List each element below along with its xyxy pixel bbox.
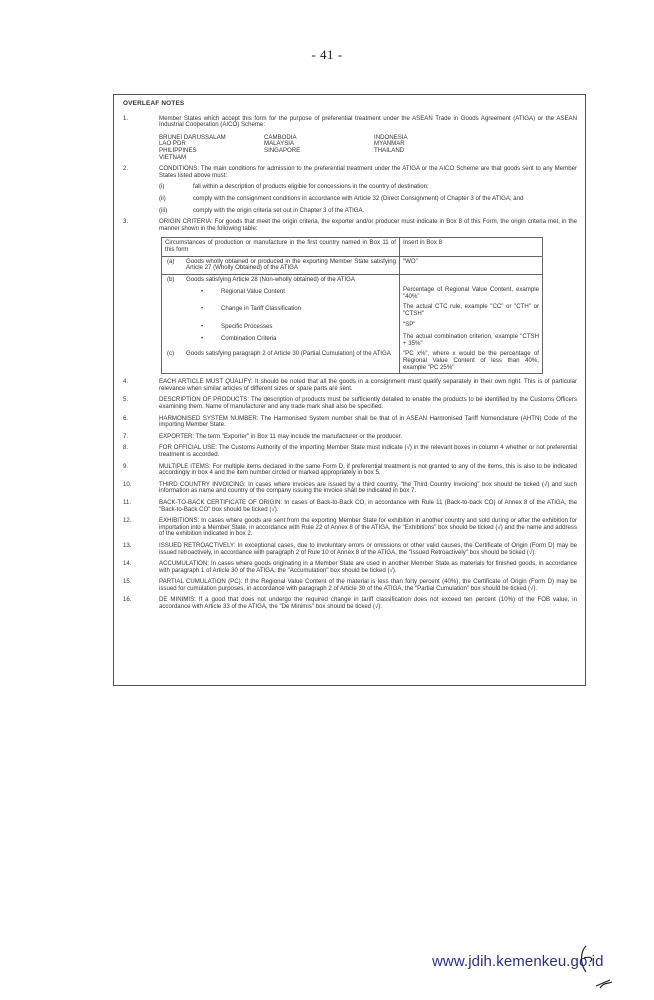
note-text: PARTIAL CUMULATION (PC): If the Regional Value Content of the material is less than forty percent (40%), the Certificate of Origin (Form D) may be issued for cumulation purposes, in accordance with paragraph 2 of Article 30 of the ATIGA, the "Partial Cumulation" box should be ticked (√). — [159, 578, 577, 592]
table-row — [162, 302, 543, 319]
bullet-icon: • — [201, 322, 204, 330]
note-text: EXHIBITIONS: In cases where goods are sent from the exporting Member State for exhibition in another country and sold during or after the exhibition for importation into a Member State, in accordance with Rule 22 of Annex 8 of the ATIGA, the "Exhibitions" box should be ticked (√) and the name and address of the exhibition indicated in box 2. — [159, 517, 577, 538]
table-row — [162, 320, 543, 333]
note-3 — [123, 219, 577, 374]
note-9 — [123, 464, 577, 477]
note-2 — [123, 166, 577, 214]
box8-value-cell: Percentage of Regional Value Content, example "40%" — [403, 286, 539, 300]
page-number: - 41 - — [311, 47, 343, 62]
criterion-cell — [162, 274, 400, 285]
condition-item — [159, 184, 577, 191]
country: CAMBODIA — [264, 133, 297, 141]
note-number: 6. — [123, 414, 129, 422]
condition-item — [159, 208, 577, 215]
country: MALAYSIA — [264, 140, 295, 148]
note-text: HARMONISED SYSTEM NUMBER: The Harmonised System number shall be that of in ASEAN Harmonised Tariff Nomenclature (AHTN) Code of the importing Member State. — [159, 414, 577, 429]
note-text: ISSUED RETROACTIVELY: In exceptional cases, due to involuntary errors or omissions or other valid causes, the Certificate of Origin (Form D) may be issued retroactively, in accordance with paragraph 2 of Rule 10 of Annex 8 of the ATIGA, the "Issued Retroactively" box should be ticked (√). — [159, 541, 577, 556]
criterion-text: Goods wholly obtained or produced in the exporting Member State satisfying Article 27 (Wholly Obtained) of the ATIGA — [186, 257, 396, 272]
note-number: 5. — [123, 396, 129, 404]
note-number: 4. — [123, 378, 129, 386]
note-text: EACH ARTICLE MUST QUALIFY: It should be noted that all the goods in a consignment must qualify separately in their own right. This is of particular relevance when similar articles of different sizes or spare parts are sent. — [159, 378, 577, 392]
table-row — [162, 256, 543, 274]
criterion-text: Goods satisfying Article 28 (Non-wholly obtained) of the ATIGA — [186, 275, 355, 283]
bullet-icon: • — [201, 305, 204, 313]
notes-title: OVERLEAF NOTES — [123, 100, 185, 107]
note-number: 13. — [123, 541, 132, 549]
note-number: 2. — [123, 165, 129, 173]
note-text: Member States which accept this form for the purpose of preferential treatment under the ASEAN Trade in Goods Agreement (ATIGA) or the ASEAN Industrial Cooperation (AICO) Scheme: — [159, 114, 577, 129]
note-number: 12. — [123, 517, 132, 525]
note-text: BACK-TO-BACK CERTIFICATE OF ORIGIN: In cases of Back-to-Back CO, in accordance with Rule 11 (Back-to-back CO) of Annex 8 of the ATIGA, the "Back-to-Back CO" box should be ticked (√). — [159, 498, 577, 513]
bullet-label: Regional Value Content — [221, 288, 285, 296]
note-8 — [123, 445, 577, 458]
condition-number: (i) — [159, 183, 165, 191]
criterion-letter: (c) — [167, 350, 175, 358]
note-11 — [123, 500, 577, 513]
condition-number: (iii) — [159, 206, 168, 214]
box8-value-cell: The actual CTC rule, example "CC" or "CTH" or "CTSH" — [403, 303, 539, 318]
note-12 — [123, 518, 577, 538]
country: INDONESIA — [374, 133, 408, 141]
note-text: DESCRIPTION OF PRODUCTS: The description of products must be sufficiently detailed to enable the products to be identified by the Customs Officers examining them. Name of manufacturer and any trade mark shall also be specified. — [159, 396, 577, 410]
note-6 — [123, 416, 577, 429]
table-row — [162, 332, 543, 349]
note-10 — [123, 482, 577, 495]
note-number: 3. — [123, 218, 129, 226]
table-row — [162, 285, 543, 302]
overleaf-notes-box — [113, 94, 586, 686]
handwritten-initial-mark — [574, 942, 614, 992]
note-body — [159, 166, 577, 214]
note-number: 11. — [123, 498, 132, 506]
note-text: EXPORTER: The term "Exporter" in Box 11 may include the manufacturer or the producer. — [159, 432, 403, 440]
note-text: THIRD COUNTRY INVOICING: In cases where invoices are issued by a third country, "the Third Country Invoicing" box should be ticked (√) and such information as name and country of the company issuing the invoice shall be indicated in box 7. — [159, 480, 577, 495]
country: PHILIPPINES — [159, 146, 197, 154]
box8-value-cell: "WO" — [403, 257, 418, 265]
country: LAO PDR — [159, 140, 186, 148]
note-text: FOR OFFICIAL USE: The Customs Authority of the importing Member State must indicate (√) in the relevant boxes in column 4 whether or not preferential treatment is accorded. — [159, 444, 577, 458]
note-text: ACCUMULATION: In cases where goods originating in a Member State are used in another Member State as materials for finished goods, in accordance with paragraph 1 of Article 30 of the ATIGA, the "Accumulation" box should be ticked (√). — [159, 560, 577, 574]
country: SINGAPORE — [264, 146, 301, 154]
note-number: 16. — [123, 596, 132, 604]
note-14 — [123, 561, 577, 574]
condition-number: (ii) — [159, 194, 166, 202]
criterion-cell — [162, 256, 400, 274]
note-number: 7. — [123, 432, 129, 440]
country: VIETNAM — [159, 153, 187, 161]
bullet-icon: • — [201, 335, 204, 343]
table-header-row — [162, 238, 543, 256]
note-body — [159, 116, 577, 162]
condition-text: comply with the origin criteria set out in Chapter 3 of the ATIGA. — [193, 206, 365, 214]
note-text: MULTIPLE ITEMS: For multiple items declared in the same Form D, if preferential treatment is not granted to any of the items, this is also to be indicated accordingly in box 4 and the item number circled or marked appropriately in box 5. — [159, 462, 577, 477]
note-number: 8. — [123, 444, 129, 452]
note-5 — [123, 397, 577, 410]
table-row — [162, 274, 543, 285]
note-text: ORIGIN CRITERIA: For goods that meet the origin criteria, the exporter and/or producer must indicate in Box 8 of this Form, the origin criteria met, in the manner shown in the following table: — [159, 218, 577, 232]
country: THAILAND — [374, 146, 405, 154]
note-number: 1. — [123, 114, 129, 122]
note-number: 14. — [123, 560, 132, 568]
note-16 — [123, 597, 577, 610]
header-left-cell: Circumstances of production or manufacture in the first country named in Box 11 of this form — [162, 238, 400, 256]
note-1 — [123, 116, 577, 162]
condition-text: fall within a description of products eligible for concessions in the country of destination; — [193, 183, 429, 191]
note-body — [159, 219, 577, 374]
note-13 — [123, 543, 577, 556]
bullet-icon: • — [201, 288, 204, 296]
footer-url-link[interactable]: www.jdih.kemenkeu.go.id — [432, 953, 604, 970]
box8-value-cell: "PC x%", where x would be the percentage of Regional Value Content of less than 40%, example "PC 25%" — [403, 350, 539, 371]
bullet-label: Combination Criteria — [221, 335, 277, 343]
bullet-label: Specific Processes — [221, 322, 273, 330]
note-text: DE MINIMIS: If a good that does not undergo the required change in tariff classification does not exceed ten percent (10%) of the FOB value, in accordance with Article 33 of the ATIGA, the "De Minimis" box should be ticked (√). — [159, 596, 577, 611]
criterion-letter: (b) — [167, 275, 175, 283]
note-text: CONDITIONS: The main conditions for admission to the preferential treatment under the ATIGA or the AICO Scheme are that goods sent to any Member States listed above must: — [159, 165, 577, 179]
bullet-label: Change in Tariff Classification — [221, 305, 302, 313]
note-number: 9. — [123, 462, 129, 470]
note-7 — [123, 434, 577, 441]
header-right-cell: Insert in Box 8 — [400, 238, 543, 256]
criterion-cell — [162, 349, 400, 373]
note-number: 10. — [123, 480, 132, 488]
table-row — [162, 349, 543, 373]
box8-value-cell: The actual combination criterion, example "CTSH + 35%" — [403, 333, 539, 347]
condition-item — [159, 196, 577, 203]
country: MYANMAR — [374, 140, 405, 148]
country-list — [159, 135, 577, 161]
note-4 — [123, 379, 577, 392]
note-number: 15. — [123, 578, 132, 586]
criterion-text: Goods satisfying paragraph 2 of Article 30 (Partial Cumulation) of the ATIGA — [186, 350, 391, 358]
criterion-letter: (a) — [167, 257, 175, 265]
origin-criteria-table — [161, 237, 543, 374]
country: BRUNEI DARUSSALAM — [159, 133, 226, 141]
box8-value-cell: "SP" — [403, 320, 416, 328]
condition-text: comply with the consignment conditions in accordance with Article 32 (Direct Consignment) of Chapter 3 of the ATIGA; and — [193, 194, 524, 202]
note-15 — [123, 579, 577, 592]
